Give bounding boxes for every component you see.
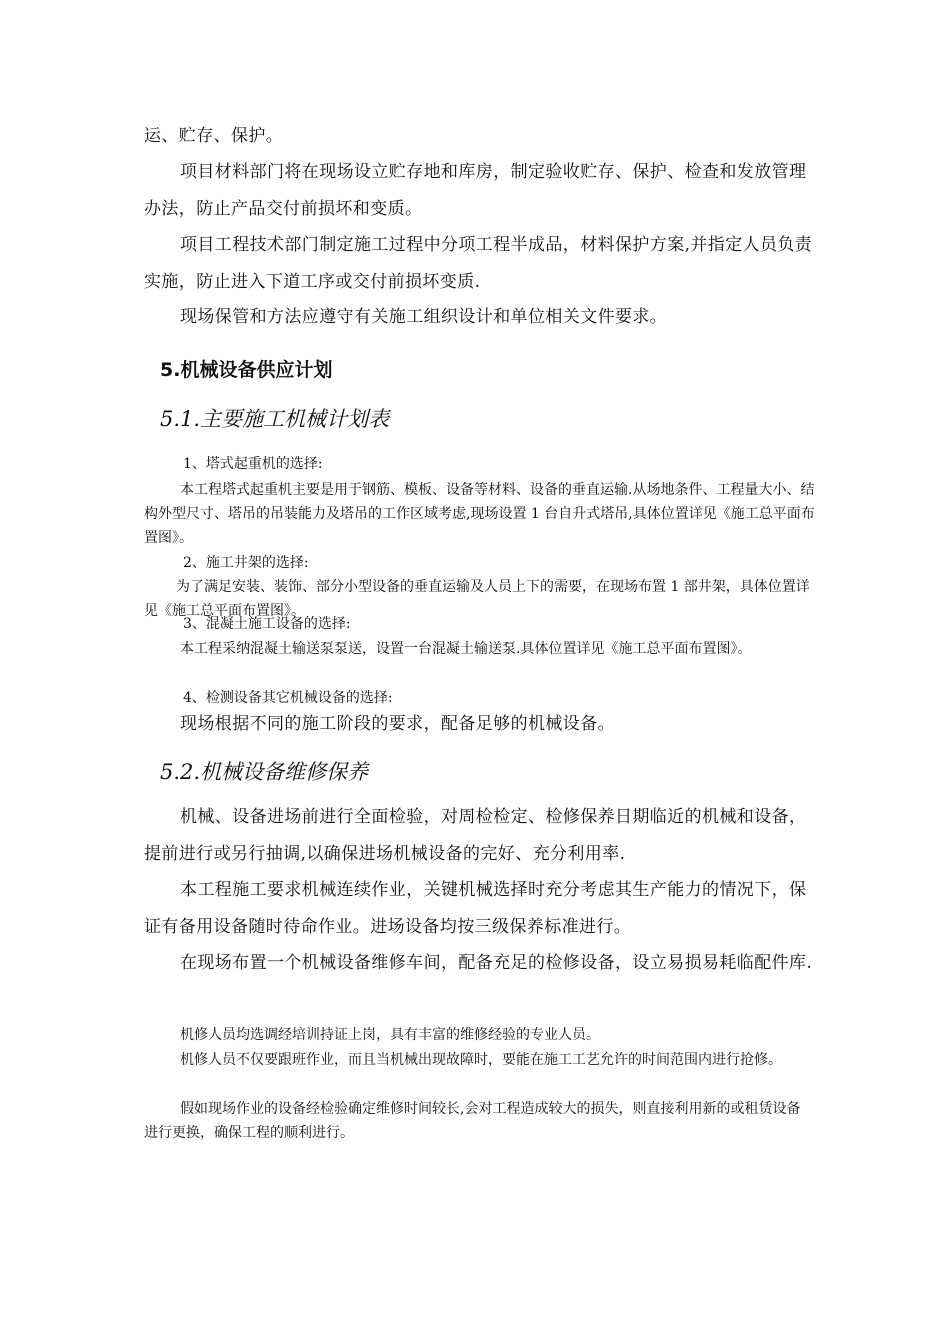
intro-paragraph-3: 现场保管和方法应遵守有关施工组织设计和单位相关文件要求。 <box>180 307 668 327</box>
item-3-heading: 3、混凝土施工设备的选择: <box>183 616 351 632</box>
item-1-heading: 1、塔式起重机的选择: <box>183 456 323 472</box>
item-2-body: 为了满足安装、装饰、部分小型设备的垂直运输及人员上下的需要，在现场布置 1 部井架，具体位置详见《施工总平面布置图》。 <box>144 579 810 619</box>
section-5-1-title: 5.1.主要施工机械计划表 <box>160 407 390 431</box>
item-3-body: 本工程采纳混凝土输送泵泵送，设置一台混凝土输送泵.具体位置详见《施工总平面布置图》。 <box>180 641 752 657</box>
item-1-body: 本工程塔式起重机主要是用于钢筋、模板、设备等材料、设备的垂直运输.从场地条件、工程量大小、结构外型尺寸、塔吊的吊装能力及塔吊的工作区域考虑,现场设置 1 台自升式塔吊,具体位置详见《施工总平面布置图》。 <box>144 482 815 546</box>
intro-paragraph-2: 项目工程技术部门制定施工过程中分项工程半成品，材料保护方案,并指定人员负责实施，防止进入下道工序或交付前损坏变质. <box>144 235 813 292</box>
item-4-body: 现场根据不同的施工阶段的要求，配备足够的机械设备。 <box>180 714 615 734</box>
maintenance-paragraph-5: 机修人员不仅要跟班作业，而且当机械出现故障时，要能在施工工艺允许的时间范围内进行抢修。 <box>180 1052 782 1068</box>
section-5-title: 5.机械设备供应计划 <box>160 359 333 381</box>
maintenance-paragraph-4: 机修人员均选调经培训持证上岗，具有丰富的维修经验的专业人员。 <box>180 1027 600 1043</box>
maintenance-paragraph-2: 本工程施工要求机械连续作业，关键机械选择时充分考虑其生产能力的情况下，保证有备用设备随时待命作业。进场设备均按三级保养标准进行。 <box>144 880 807 937</box>
item-2-heading: 2、施工井架的选择: <box>183 555 309 571</box>
intro-paragraph-1: 项目材料部门将在现场设立贮存地和库房，制定验收贮存、保护、检查和发放管理办法，防止产品交付前损坏和变质。 <box>144 162 807 219</box>
item-4-heading: 4、检测设备其它机械设备的选择: <box>183 690 393 706</box>
maintenance-paragraph-1: 机械、设备进场前进行全面检验，对周检检定、检修保养日期临近的机械和设备，提前进行或另行抽调,以确保进场机械设备的完好、充分利用率. <box>144 807 807 864</box>
intro-paragraph-0: 运、贮存、保护。 <box>144 126 284 146</box>
maintenance-paragraph-3: 在现场布置一个机械设备维修车间，配备充足的检修设备，设立易损易耗临配件库. <box>180 953 813 973</box>
maintenance-paragraph-6: 假如现场作业的设备经检验确定维修时间较长,会对工程造成较大的损失，则直接利用新的或租赁设备进行更换，确保工程的顺利进行。 <box>144 1101 801 1141</box>
section-5-2-title: 5.2.机械设备维修保养 <box>160 760 369 784</box>
